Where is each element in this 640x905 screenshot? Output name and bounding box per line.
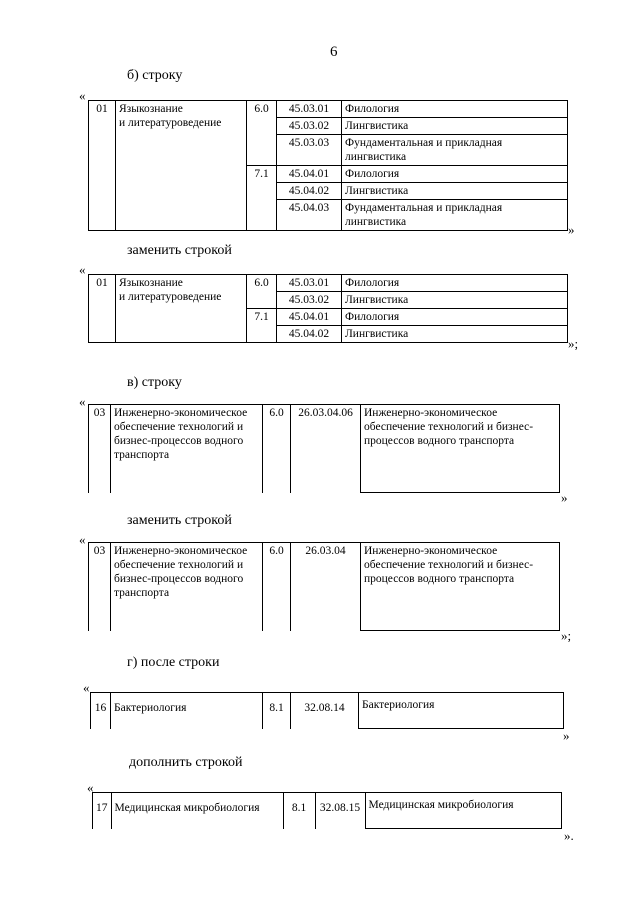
- spec-code-cell: 45.04.02: [277, 326, 342, 343]
- spec-code-cell: 45.03.01: [277, 275, 342, 292]
- spec-code-cell: 45.03.03: [277, 135, 342, 166]
- spec-code-cell: 45.04.01: [277, 309, 342, 326]
- close-quote: »: [561, 490, 568, 505]
- group-code-cell: 16: [91, 693, 111, 729]
- close-quote: »;: [568, 336, 579, 351]
- spec-name-cell: Фундаментальная и прикладная лингвистика: [342, 200, 568, 231]
- spec-name-cell: Инженерно-экономическое обеспечение технологий и бизнес-процессов водного транспорта: [361, 405, 560, 493]
- group-name-line: и литературоведение: [119, 291, 222, 303]
- section-label: б) строку: [127, 68, 183, 83]
- group-name-cell: [116, 275, 247, 343]
- group-name-cell: Бактериология: [111, 693, 263, 729]
- spec-name-cell: Филология: [342, 275, 568, 292]
- spec-code-cell: 45.03.02: [277, 292, 342, 309]
- spec-code-cell: 32.08.15: [315, 793, 365, 829]
- spec-name-cell: Лингвистика: [342, 118, 568, 135]
- page-number: 6: [330, 44, 338, 60]
- group-code-cell: 03: [89, 543, 111, 631]
- close-quote: »;: [561, 628, 572, 643]
- spec-code-cell: 45.04.03: [277, 200, 342, 231]
- table-b-replacement: [88, 274, 568, 343]
- table-row: [89, 543, 560, 631]
- group-name-line: Языкознание: [119, 277, 183, 289]
- level-cell: 8.1: [263, 693, 291, 729]
- section-label: заменить строкой: [127, 513, 232, 528]
- table-row: [91, 693, 564, 729]
- level-cell: 6.0: [247, 275, 277, 309]
- group-code-cell: 17: [93, 793, 112, 829]
- open-quote: «: [83, 680, 90, 695]
- spec-name-cell: Фундаментальная и прикладная лингвистика: [342, 135, 568, 166]
- group-code-cell: 03: [89, 405, 111, 493]
- table-row: [89, 275, 568, 292]
- group-name-cell: [116, 101, 247, 231]
- spec-name-cell: Лингвистика: [342, 183, 568, 200]
- section-label: в) строку: [127, 375, 182, 390]
- spec-code-cell: 26.03.04: [291, 543, 361, 631]
- table-row: [89, 101, 568, 118]
- level-cell: 6.0: [263, 543, 291, 631]
- spec-code-cell: 45.03.02: [277, 118, 342, 135]
- level-cell: 6.0: [247, 101, 277, 166]
- open-quote: «: [79, 88, 86, 103]
- spec-code-cell: 45.04.02: [277, 183, 342, 200]
- spec-name-cell: Филология: [342, 166, 568, 183]
- level-cell: 7.1: [247, 166, 277, 231]
- group-name-cell: Инженерно-экономическое обеспечение технологий и бизнес-процессов водного транспорта: [111, 405, 263, 493]
- section-label: заменить строкой: [127, 243, 232, 258]
- level-cell: 8.1: [283, 793, 315, 829]
- spec-name-cell: Медицинская микробиология: [365, 793, 562, 829]
- open-quote: «: [79, 532, 86, 547]
- open-quote: «: [79, 262, 86, 277]
- close-quote: »: [568, 222, 575, 237]
- table-row: [93, 793, 562, 829]
- section-label: дополнить строкой: [129, 755, 243, 770]
- spec-name-cell: Филология: [342, 101, 568, 118]
- spec-code-cell: 32.08.14: [291, 693, 359, 729]
- spec-name-cell: Лингвистика: [342, 326, 568, 343]
- group-name-line: и литературоведение: [119, 117, 222, 129]
- group-code-cell: 01: [89, 275, 116, 343]
- spec-name-cell: Бактериология: [359, 693, 564, 729]
- table-row: [89, 405, 560, 493]
- group-code-cell: 01: [89, 101, 116, 231]
- open-quote: «: [79, 394, 86, 409]
- group-name-cell: Медицинская микробиология: [111, 793, 283, 829]
- table-g-original: [90, 692, 564, 729]
- spec-code-cell: 26.03.04.06: [291, 405, 361, 493]
- group-name-cell: Инженерно-экономическое обеспечение технологий и бизнес-процессов водного транспорта: [111, 543, 263, 631]
- spec-name-cell: Филология: [342, 309, 568, 326]
- spec-code-cell: 45.04.01: [277, 166, 342, 183]
- spec-code-cell: 45.03.01: [277, 101, 342, 118]
- close-quote: ».: [564, 828, 574, 843]
- table-d-addition: [92, 792, 562, 829]
- section-label: г) после строки: [127, 655, 220, 670]
- table-b-original: [88, 100, 568, 231]
- level-cell: 6.0: [263, 405, 291, 493]
- level-cell: 7.1: [247, 309, 277, 343]
- group-name-line: Языкознание: [119, 103, 183, 115]
- spec-name-cell: Инженерно-экономическое обеспечение технологий и бизнес-процессов водного транспорта: [361, 543, 560, 631]
- table-v-original: [88, 404, 560, 493]
- close-quote: »: [563, 728, 570, 743]
- spec-name-cell: Лингвистика: [342, 292, 568, 309]
- table-v-replacement: [88, 542, 560, 631]
- open-quote: «: [87, 780, 94, 795]
